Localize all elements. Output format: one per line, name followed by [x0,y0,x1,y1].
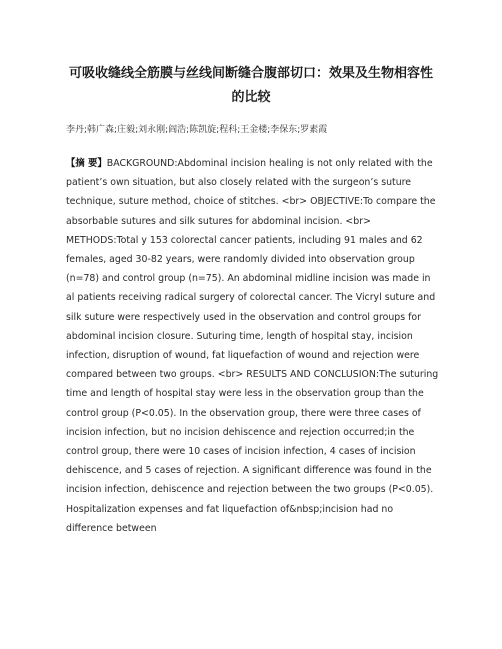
abstract-block [66,154,440,538]
author-list: 李丹;韩广森;庄毅;刘永刚;阎浩;陈凯旋;程科;王金楼;李保东;罗素霞 [66,125,328,135]
paper-title: 可吸收缝线全筋膜与丝线间断缝合腹部切口：效果及生物相容性的比较 [68,66,433,105]
abstract-label: 【摘 要】 [66,158,107,169]
abstract-text: BACKGROUND:Abdominal incision healing is not only related with the patient’s own situation, but also closely related with the surgeon’s suture technique, suture method, choice of stitches. <br> OBJECTIVE:To compare the absorbable sutures and silk sutures for abdominal incision. <br> METHODS:Total y 153 colorectal cancer patients, including 91 males and 62 females, aged 30-82 years, were randomly divided into observation group (n=78) and control group (n=75). An abdominal midline incision was made in al patients receiving radical surgery of colorectal cancer. The Vicryl suture and silk suture were respectively used in the observation and control groups for abdominal incision closure. Suturing time, length of hospital stay, incision infection, disruption of wound, fat liquefaction of wound and rejection were compared between two groups. <br> RESULTS AND CONCLUSION:The suturing time and length of hospital stay were less in the observation group than the control group (P<0.05). In the observation group, there were three cases of incision infection, but no incision dehiscence and rejection occurred;in the control group, there were 10 cases of incision infection, 4 cases of incision dehiscence, and 5 cases of rejection. A significant difference was found in the incision infection, dehiscence and rejection between the two groups (P<0.05). Hospitalization expenses and fat liquefaction of&nbsp;incision had no difference between [66,158,439,534]
